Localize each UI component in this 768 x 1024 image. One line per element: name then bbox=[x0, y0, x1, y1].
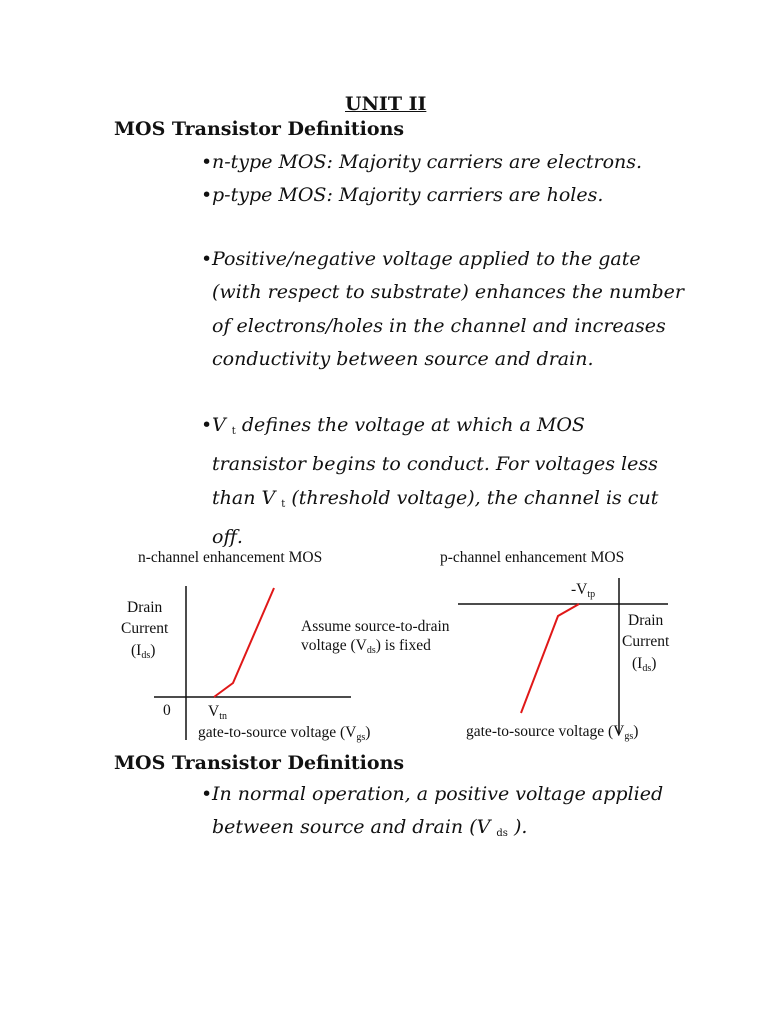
n-origin-label: 0 bbox=[163, 702, 171, 719]
bullet-text: ). bbox=[507, 816, 528, 839]
bullet-normal-operation bbox=[201, 778, 663, 851]
p-channel-title: p-channel enhancement MOS bbox=[440, 549, 625, 566]
bullet-dot: • bbox=[201, 783, 213, 805]
p-ylabel-drain: Drain bbox=[628, 612, 664, 629]
n-channel-curve bbox=[214, 588, 274, 697]
bullet-text: p-type MOS: Majority carriers are holes. bbox=[212, 184, 604, 206]
vt-subscript: t bbox=[231, 426, 236, 437]
vds-subscript: ds bbox=[496, 828, 508, 840]
bullet-line: off. bbox=[212, 526, 243, 549]
bullet-text: n-type MOS: Majority carriers are electrons. bbox=[212, 151, 643, 173]
bullet-line: transistor begins to conduct. For voltages less bbox=[212, 453, 658, 476]
n-ylabel-current: Current bbox=[121, 620, 169, 637]
section-title-2: MOS Transistor Definitions bbox=[114, 752, 405, 774]
bullet-line: In normal operation, a positive voltage applied bbox=[212, 783, 664, 805]
bullet-text: (threshold voltage), the channel is cut bbox=[285, 486, 659, 509]
p-channel-curve bbox=[521, 604, 579, 713]
bullet-gate-voltage bbox=[201, 243, 684, 377]
vt-symbol: V bbox=[212, 414, 226, 436]
bullet-n-type bbox=[201, 146, 642, 179]
bullet-text: than V bbox=[212, 486, 276, 509]
bullet-text: between source and drain (V bbox=[212, 816, 491, 839]
n-channel-title: n-channel enhancement MOS bbox=[138, 549, 323, 566]
vt-subscript: t bbox=[281, 498, 286, 510]
note-line-2: voltage (Vds) is fixed bbox=[301, 637, 431, 656]
bullet-dot: • bbox=[201, 151, 213, 173]
bullet-dot: • bbox=[201, 248, 213, 270]
bullet-line: of electrons/holes in the channel and increases bbox=[212, 314, 666, 337]
bullet-line bbox=[212, 811, 663, 850]
bullet-line: Positive/negative voltage applied to the gate bbox=[212, 248, 641, 270]
bullet-text: defines the voltage at which a MOS bbox=[235, 414, 585, 436]
p-vtp-label: -Vtp bbox=[571, 581, 596, 600]
threshold-figure bbox=[0, 540, 768, 750]
bullet-line: (with respect to substrate) enhances the number bbox=[212, 281, 684, 304]
bullet-dot: • bbox=[201, 414, 213, 436]
unit-title: UNIT II bbox=[345, 93, 427, 115]
p-ylabel-current: Current bbox=[622, 633, 670, 650]
bullet-line bbox=[212, 482, 658, 521]
n-xlabel: gate-to-source voltage (Vgs) bbox=[198, 724, 371, 743]
note-line-1: Assume source-to-drain bbox=[301, 618, 450, 635]
section-title-1: MOS Transistor Definitions bbox=[114, 118, 405, 140]
p-xlabel: gate-to-source voltage (Vgs) bbox=[466, 723, 639, 742]
bullet-vt bbox=[201, 409, 658, 555]
bullet-line bbox=[212, 409, 658, 448]
bullet-line: conductivity between source and drain. bbox=[212, 348, 594, 371]
n-vtn-label: Vtn bbox=[208, 703, 227, 722]
p-ylabel-ids: (Ids) bbox=[632, 655, 657, 674]
n-ylabel-ids: (Ids) bbox=[131, 642, 156, 661]
bullet-dot: • bbox=[201, 184, 213, 206]
n-ylabel-drain: Drain bbox=[127, 599, 163, 616]
bullet-p-type bbox=[201, 179, 603, 212]
